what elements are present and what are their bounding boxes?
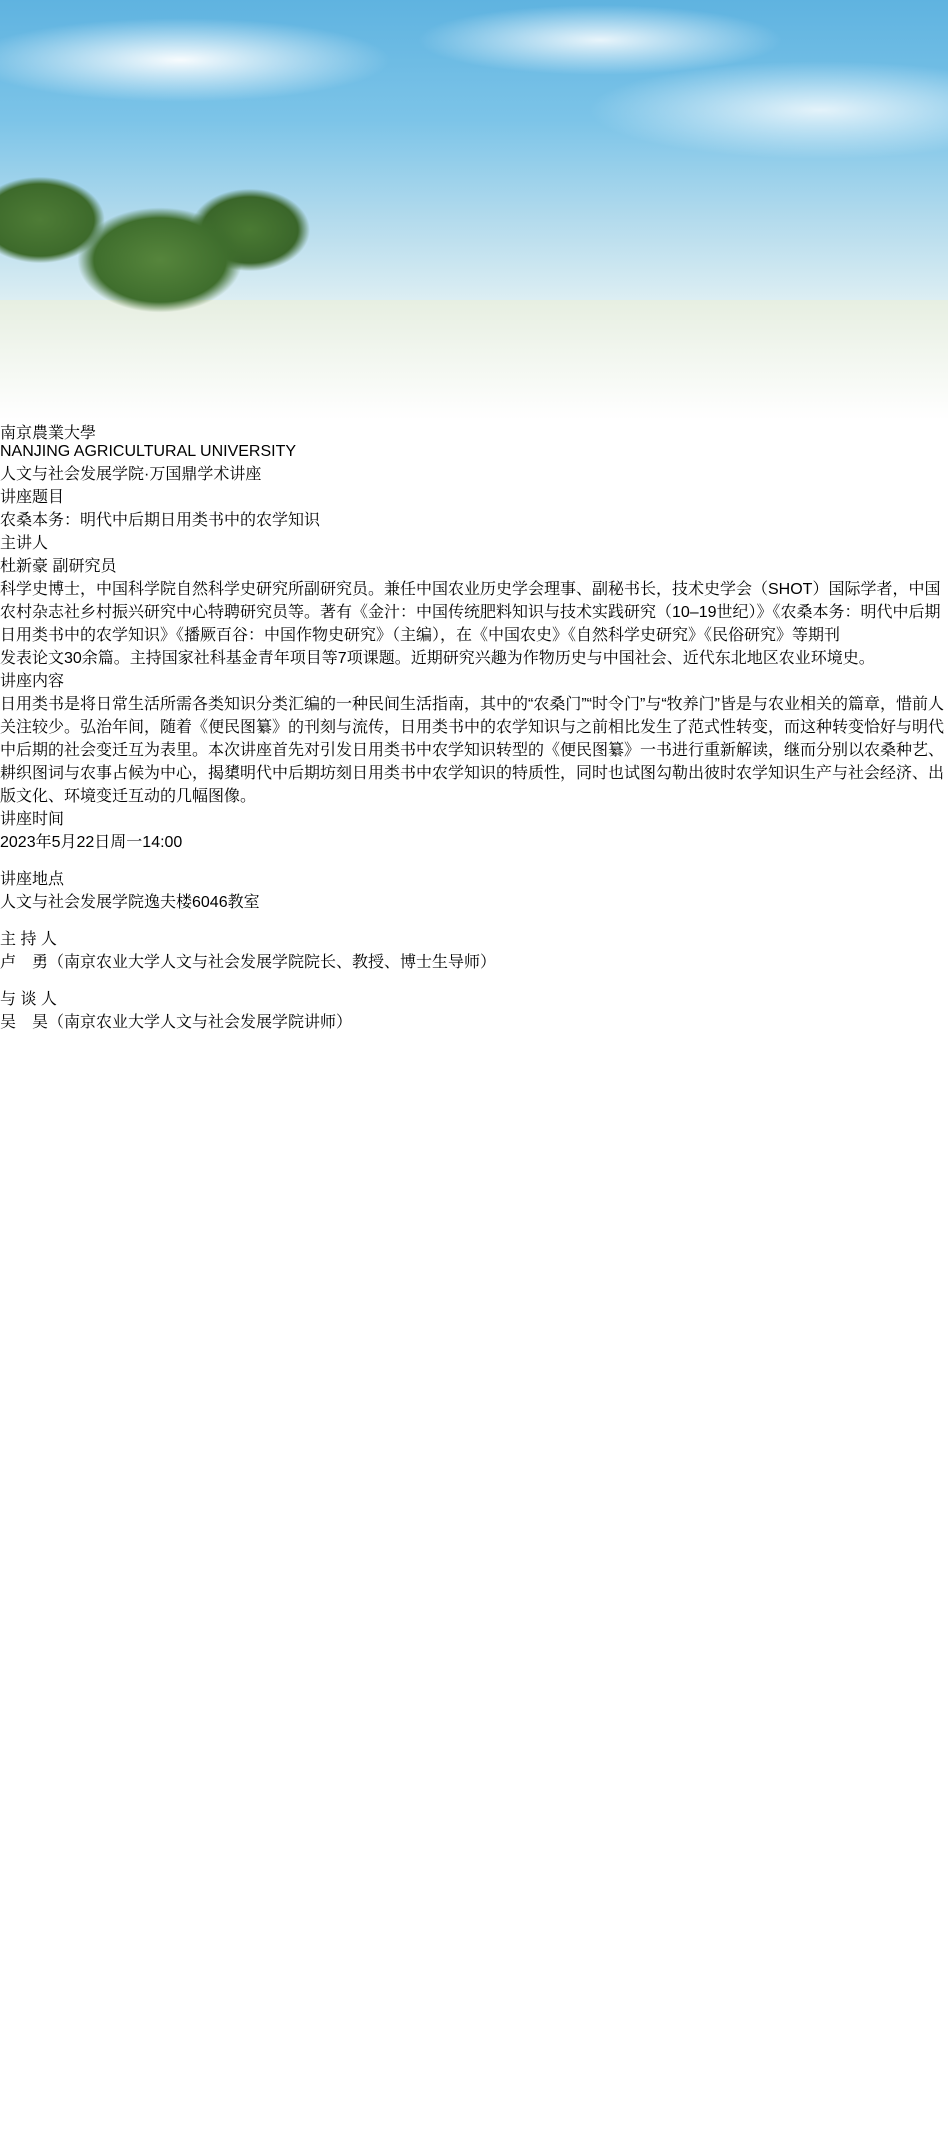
section-header-place — [0, 866, 948, 912]
speaker-bio-continued: 发表论文30余篇。主持国家社科基金青年项目等7项课题。近期研究兴趣为作物历史与中国社会、近代东北地区农业环境史。 — [0, 650, 875, 667]
tree-cluster-left — [0, 150, 310, 340]
lecture-topic-value: 农桑本务：明代中后期日用类书中的农学知识 — [0, 512, 321, 529]
host-value: 卢 勇（南京农业大学人文与社会发展学院院长、教授、博士生导师） — [0, 954, 497, 971]
section-header-discussant — [0, 986, 948, 1009]
university-logo-text — [0, 420, 948, 461]
abstract-text: 日用类书是将日常生活所需各类知识分类汇编的一种民间生活指南，其中的“农桑门”“时令门”与“牧养门”皆是与农业相关的篇章，惜前人关注较少。弘治年间，随着《便民图纂》的刊刻与流传，日用类书中的农学知识与之前相比发生了范式性转变，而这种转变恰好与明代中后期的社会变迁互为表里。本次讲座首先对引发日用类书中农学知识转型的《便民图纂》一书进行重新解读，继而分别以农桑种艺、耕织图词与农事占候为中心，揭橥明代中后期坊刻日用类书中农学知识的特质性，同时也试图勾勒出彼时农学知识生产与社会经济、出版文化、环境变迁互动的几幅图像。 — [0, 696, 945, 805]
section-label-time: 讲座时间 — [0, 811, 65, 828]
spacer — [0, 912, 948, 926]
poster-content — [0, 461, 948, 1032]
tree-cluster-right — [598, 120, 948, 350]
section-label-place: 讲座地点 — [0, 871, 65, 888]
hero-banner — [0, 0, 948, 420]
university-logo — [0, 420, 948, 461]
section-label-discussant: 与 谈 人 — [0, 991, 57, 1008]
section-label-topic: 讲座题目 — [0, 489, 65, 506]
speaker-bio-primary: 科学史博士，中国科学院自然科学史研究所副研究员。兼任中国农业历史学会理事、副秘书长，技术史学会（SHOT）国际学者，中国农村杂志社乡村振兴研究中心特聘研究员等。著有《金汁：中国传统肥料知识与技术实践研究（10–19世纪）》《农桑本务：明代中后期日用类书中的农学知识》《播厥百谷：中国作物史研究》（主编），在《中国农史》《自然科学史研究》《民俗研究》等期刊 — [0, 581, 941, 644]
section-label-abstract: 讲座内容 — [0, 673, 65, 690]
speaker-name: 杜新豪 副研究员 — [0, 558, 117, 575]
spacer — [0, 972, 948, 986]
section-label-speaker: 主讲人 — [0, 535, 49, 552]
section-header-abstract — [0, 668, 948, 691]
speaker-block — [0, 576, 948, 668]
discussant-value: 吴 昊（南京农业大学人文与社会发展学院讲师） — [0, 1014, 353, 1031]
section-label-host: 主 持 人 — [0, 931, 57, 948]
lecture-place-value: 人文与社会发展学院逸夫楼6046教室 — [0, 894, 260, 911]
page-title: 人文与社会发展学院·万国鼎学术讲座 — [0, 466, 262, 483]
university-name-cn: 南京農業大學 — [0, 425, 97, 442]
spacer — [0, 852, 948, 866]
section-header-topic — [0, 484, 948, 507]
section-header-time — [0, 806, 948, 852]
lecture-time-value: 2023年5月22日周一14:00 — [0, 834, 183, 851]
university-name-en: NANJING AGRICULTURAL UNIVERSITY — [0, 443, 297, 460]
section-header-speaker — [0, 530, 948, 576]
section-header-host — [0, 926, 948, 949]
